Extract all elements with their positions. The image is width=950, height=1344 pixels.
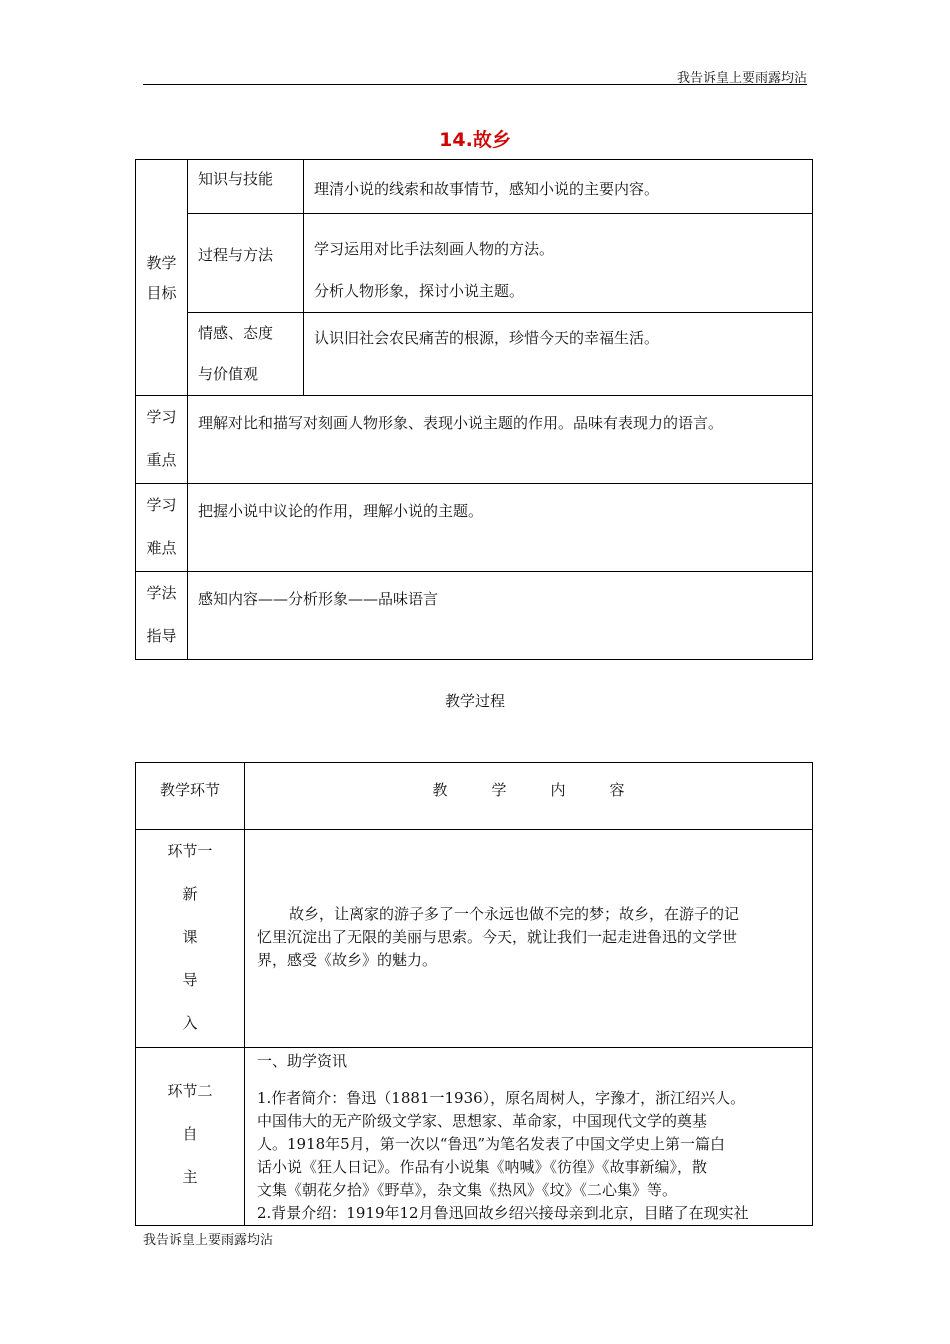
- process-title: 教学过程: [444, 692, 505, 710]
- section2-label-cell: [136, 1048, 245, 1226]
- focus-content: 理解对比和描写对刻画人物形象、表现小说主题的作用。品味有表现力的语言。: [188, 396, 813, 484]
- section1-content-cell: [245, 830, 813, 1048]
- section2-content-cell: [245, 1048, 813, 1226]
- process-content-cell: [304, 214, 813, 313]
- col-header-char4: 容: [609, 781, 625, 799]
- section2-line4: 话小说《狂人日记》。作品有小说集《呐喊》《彷徨》《故事新编》，散: [257, 1158, 708, 1176]
- process-content-line1: 学习运用对比手法刻画人物的方法。: [314, 240, 555, 258]
- process-content-line2: 分析人物形象，探讨小说主题。: [314, 282, 525, 300]
- section1-label-line2: 新: [182, 885, 198, 903]
- goal-label-line1: 教学: [146, 253, 177, 272]
- method-label-line2: 指导: [146, 627, 177, 645]
- section2-label-line1: 环节二: [167, 1082, 213, 1100]
- page-footer: 我告诉皇上要雨露均沾: [143, 1233, 274, 1248]
- emotion-label-line2: 与价值观: [198, 365, 259, 383]
- goal-label-cell: [136, 160, 188, 396]
- focus-label-cell: [136, 396, 188, 484]
- emotion-label-cell: [188, 313, 304, 396]
- difficulty-content: 把握小说中议论的作用，理解小说的主题。: [188, 484, 813, 572]
- method-label-cell: [136, 572, 188, 660]
- section1-label-cell: [136, 830, 245, 1048]
- col-header-char1: 教: [432, 781, 448, 799]
- section1-line3: 界，感受《故乡》的魅力。: [257, 951, 438, 969]
- knowledge-content: 理清小说的线索和故事情节，感知小说的主要内容。: [304, 160, 813, 214]
- section1-label-line4: 导: [182, 971, 198, 989]
- col-header-stage: 教学环节: [136, 763, 245, 830]
- section1-line1: 故乡，让离家的游子多了一个永远也做不完的梦；故乡，在游子的记: [289, 905, 740, 923]
- emotion-label-line1: 情感、态度: [198, 324, 274, 342]
- col-header-char2: 学: [491, 781, 507, 799]
- process-label: 过程与方法: [188, 214, 304, 313]
- section2-line2: 中国伟大的无产阶级文学家、思想家、革命家，中国现代文学的奠基: [257, 1112, 708, 1130]
- section1-label-line3: 课: [182, 928, 198, 946]
- section2-label-line2: 自: [182, 1125, 198, 1143]
- section1-label-line1: 环节一: [167, 842, 213, 860]
- focus-label-line2: 重点: [146, 451, 177, 469]
- process-table: [135, 762, 813, 1226]
- section1-label-line5: 入: [182, 1014, 198, 1032]
- col-header-char3: 内: [550, 781, 566, 799]
- difficulty-label-cell: [136, 484, 188, 572]
- col-header-content: [245, 763, 813, 830]
- difficulty-label-line2: 难点: [146, 539, 177, 557]
- page-header: 我告诉皇上要雨露均沾: [676, 71, 807, 86]
- method-content: 感知内容——分析形象——品味语言: [188, 572, 813, 660]
- goal-label-line2: 目标: [146, 283, 177, 302]
- difficulty-label-line1: 学习: [146, 496, 177, 514]
- method-label-line1: 学法: [146, 584, 177, 602]
- section2-line5: 文集《朝花夕拾》《野草》，杂文集《热风》《坟》《二心集》等。: [257, 1181, 678, 1199]
- header-rule: [143, 84, 807, 85]
- page-title: 14.故乡: [439, 129, 511, 151]
- section2-line3: 人。1918年5月，第一次以“鲁迅”为笔名发表了中国文学史上第一篇白: [257, 1135, 726, 1153]
- section2-label-line3: 主: [182, 1168, 198, 1186]
- emotion-content: 认识旧社会农民痛苦的根源，珍惜今天的幸福生活。: [304, 313, 813, 396]
- focus-label-line1: 学习: [146, 408, 177, 426]
- knowledge-label: 知识与技能: [188, 160, 304, 214]
- goals-table: [135, 159, 813, 660]
- section1-line2: 忆里沉淀出了无限的美丽与思索。今天，就让我们一起走进鲁迅的文学世: [257, 928, 738, 946]
- section2-line1: 1.作者简介：鲁迅（1881一1936），原名周树人，字豫才，浙江绍兴人。: [257, 1089, 746, 1107]
- section2-line6: 2.背景介绍：1919年12月鲁迅回故乡绍兴接母亲到北京，目睹了在现实社: [257, 1204, 749, 1222]
- section2-heading: 一、助学资讯: [257, 1052, 348, 1070]
